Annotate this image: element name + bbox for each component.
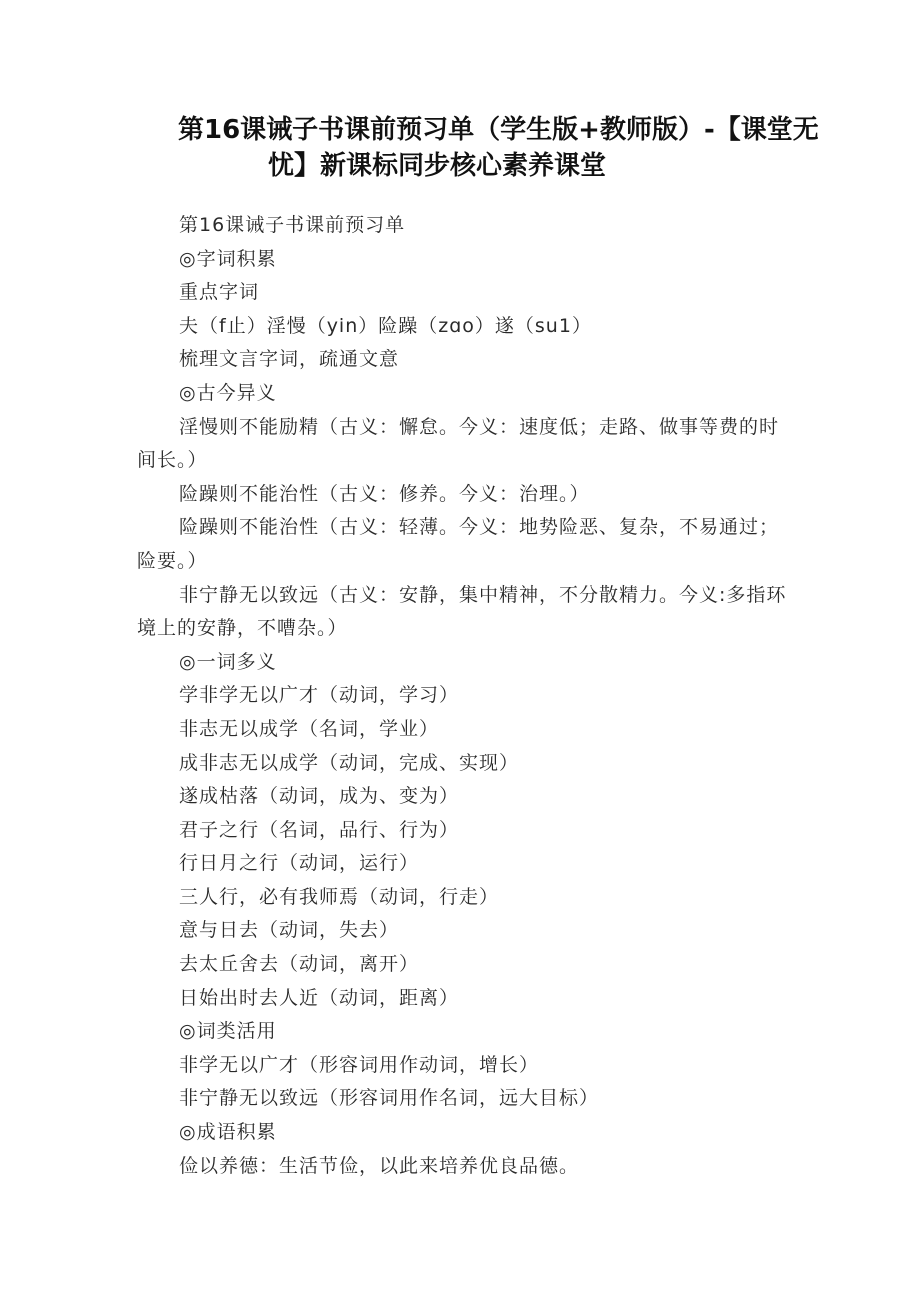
list-item: 非志无以成学（名词，学业） [179, 717, 440, 740]
pronunciation-line: 夫（f止）淫慢（yin）险躁（zɑo）遂（su1） [179, 314, 592, 337]
list-item: 俭以养德：生活节俭，以此来培养优良品德。 [179, 1154, 580, 1177]
list-item: 意与日去（动词，失去） [179, 919, 400, 942]
title-line-2: 忧】新课标同步核心素养课堂 [268, 151, 607, 181]
paragraph-item: 险躁则不能治性（古义：修养。今义：治理。） [179, 482, 590, 505]
list-item: 去太丘舍去（动词，离开） [179, 953, 420, 976]
list-item: 学非学无以广才（动词，学习） [179, 684, 460, 707]
section-heading-ancient-modern: ◎古今异义 [179, 381, 277, 404]
section-heading-idioms: ◎成语积累 [179, 1121, 277, 1144]
subtitle: 第16课诫子书课前预习单 [179, 214, 406, 236]
paragraph-item: 险躁则不能治性（古义：轻薄。今义：地势险恶、复杂，不易通过；险要。） [137, 516, 780, 572]
list-item: 非学无以广才（形容词用作动词，增长） [179, 1053, 540, 1076]
title-line-1: 第16课诫子书课前预习单（学生版+教师版）-【课堂无 [178, 115, 819, 145]
subheading-key-words: 重点字词 [179, 281, 260, 304]
list-item: 行日月之行（动词，运行） [179, 852, 420, 875]
list-item: 日始出时去人近（动词，距离） [179, 986, 460, 1009]
list-item: 非宁静无以致远（形容词用作名词，远大目标） [179, 1087, 600, 1110]
section-heading-vocabulary: ◎字词积累 [179, 247, 277, 270]
paragraph-item: 非宁静无以致远（古义：安静，集中精神，不分散精力。今义:多指环境上的安静，不嘈杂。） [137, 583, 787, 640]
paragraph-item: 淫慢则不能励精（古义：懈怠。今义：速度低；走路、做事等费的时间长。） [137, 415, 780, 472]
section-heading-polysemy: ◎一词多义 [179, 650, 277, 673]
section-heading-word-class: ◎词类活用 [179, 1020, 277, 1043]
document-body [137, 209, 797, 1183]
list-item: 三人行，必有我师焉（动词，行走） [179, 885, 500, 908]
list-item: 君子之行（名词，品行、行为） [179, 818, 460, 841]
document-title [178, 112, 819, 184]
list-item: 成非志无以成学（动词，完成、实现） [179, 751, 520, 774]
subheading-classical-words: 梳理文言字词，疏通文意 [179, 348, 400, 371]
list-item: 遂成枯落（动词，成为、变为） [179, 785, 460, 808]
